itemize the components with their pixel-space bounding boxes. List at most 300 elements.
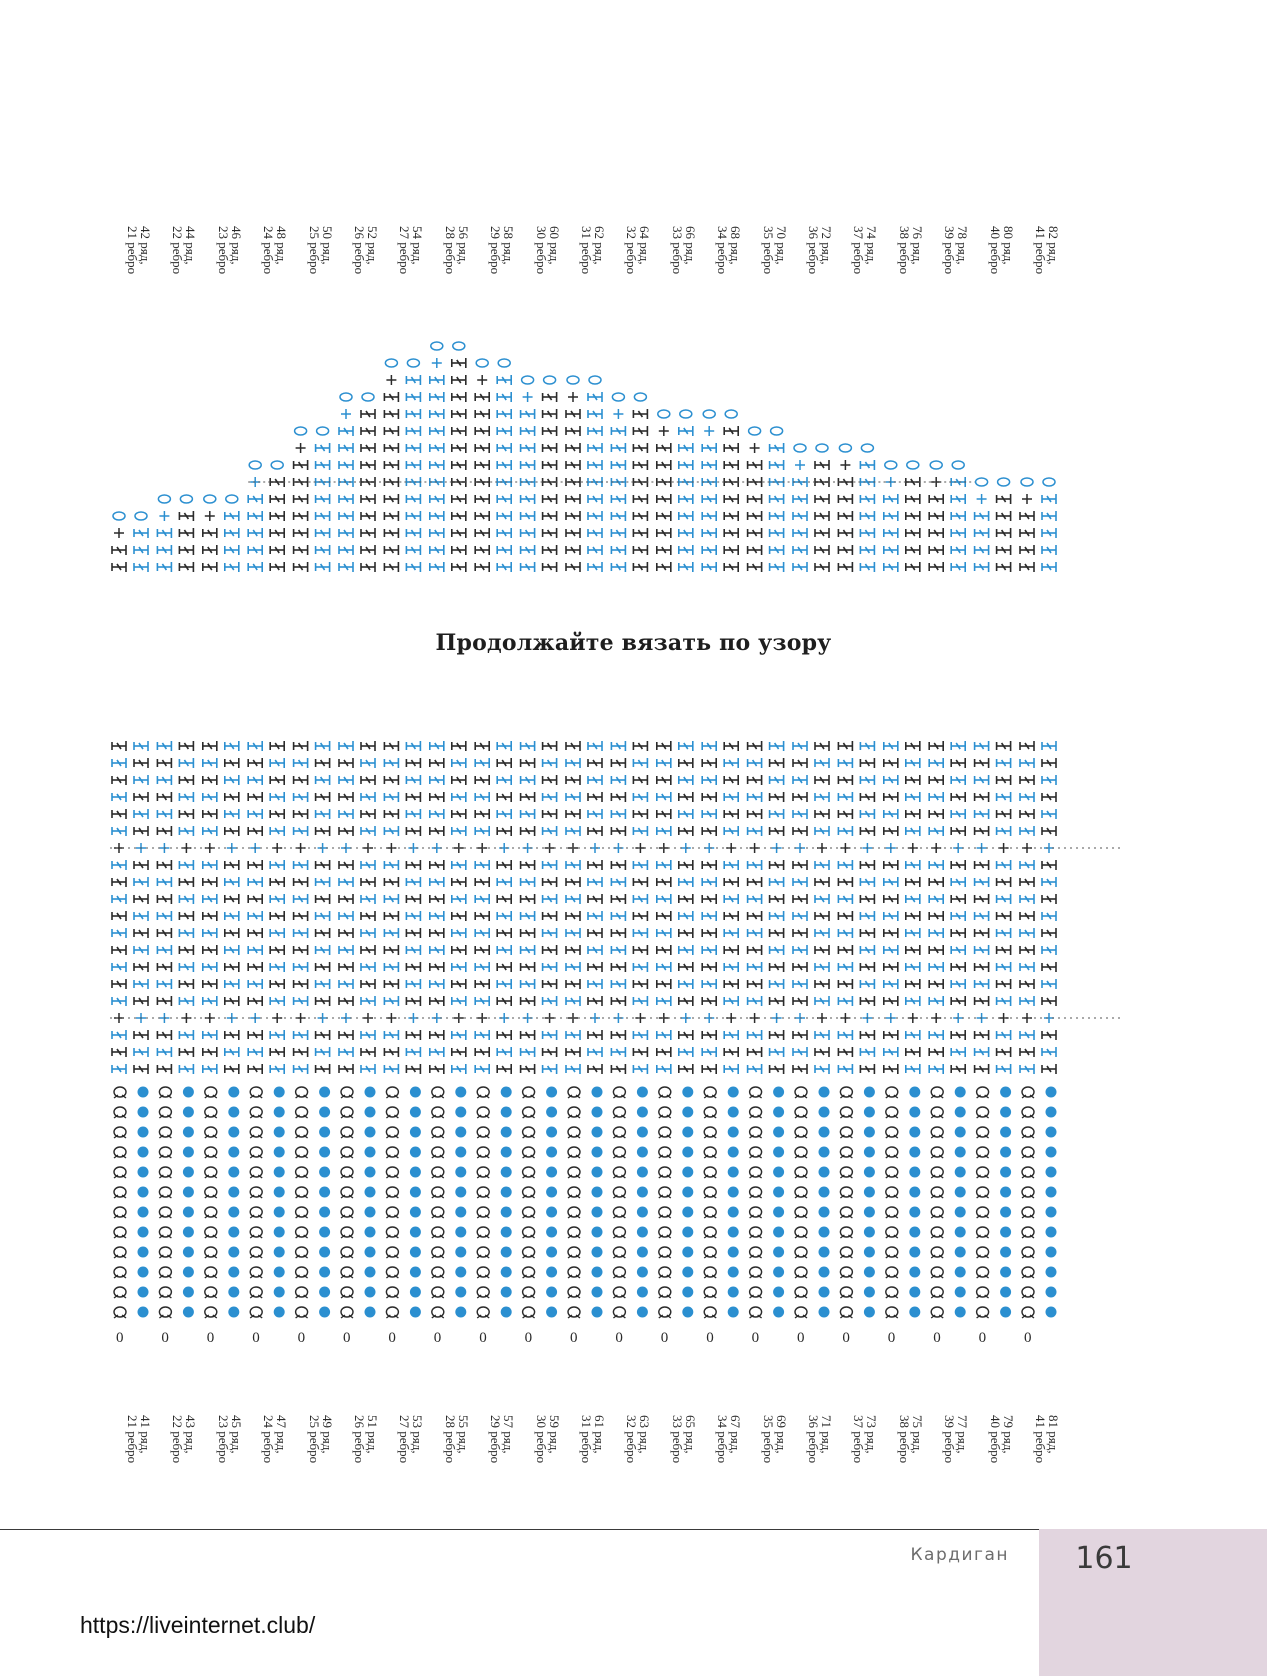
rib-number: 33 ребро (669, 1415, 685, 1464)
stitch-symbol (294, 792, 308, 802)
stitch-symbol (997, 1047, 1011, 1057)
stitch-symbol (975, 511, 989, 521)
stitch-symbol (929, 775, 943, 785)
loop-symbol (613, 1167, 625, 1178)
loop-symbol (341, 1107, 353, 1118)
bead-dot (183, 1167, 194, 1178)
stitch-symbol (270, 945, 284, 955)
bead-dot (546, 1307, 557, 1318)
stitch-symbol (157, 894, 171, 904)
bead-dot (365, 1227, 376, 1238)
stitch-symbol (748, 979, 762, 989)
stitch-symbol (793, 562, 807, 572)
bead-dot (410, 1167, 421, 1178)
stitch-symbol (475, 792, 489, 802)
rib-number: 26 ребро (352, 226, 367, 275)
stitch-symbol (748, 494, 762, 504)
stitch-symbol (203, 1064, 217, 1074)
stitch-symbol (203, 775, 217, 785)
single-crochet-symbol (704, 426, 714, 436)
bead-dot (274, 1107, 285, 1118)
stitch-symbol (475, 758, 489, 768)
loop-symbol (931, 1287, 943, 1298)
stitch-symbol (815, 775, 829, 785)
stitch-symbol (838, 945, 852, 955)
stitch-symbol (521, 494, 535, 504)
loop-symbol (523, 1287, 535, 1298)
stitch-symbol (521, 945, 535, 955)
stitch-symbol (860, 1064, 874, 1074)
stitch-symbol (179, 979, 193, 989)
stitch-symbol (724, 996, 738, 1006)
stitch-symbol (566, 562, 580, 572)
loop-symbol (250, 1147, 262, 1158)
stitch-symbol (452, 809, 466, 819)
single-crochet-symbol (953, 1013, 963, 1023)
bead-dot (637, 1087, 648, 1098)
stitch-symbol (316, 962, 330, 972)
stitch-symbol (679, 1064, 693, 1074)
stitch-symbol (316, 460, 330, 470)
stitch-symbol (1042, 877, 1056, 887)
stitch-symbol (475, 996, 489, 1006)
stitch-symbol (770, 460, 784, 470)
stitch-symbol (406, 928, 420, 938)
loop-symbol (432, 1187, 444, 1198)
chain-symbol (725, 410, 737, 418)
bead-dot (410, 1087, 421, 1098)
stitch-symbol (316, 1064, 330, 1074)
bead-dot (1046, 1307, 1057, 1318)
stitch-symbol (611, 1030, 625, 1040)
stitch-symbol (316, 860, 330, 870)
bead-dot (955, 1107, 966, 1118)
stitch-symbol (929, 1047, 943, 1057)
row-number: 66 ряд, (682, 226, 698, 265)
stitch-symbol (225, 511, 239, 521)
stitch-symbol (884, 545, 898, 555)
bead-dot (138, 1207, 149, 1218)
single-crochet-symbol (999, 843, 1009, 853)
loop-symbol (886, 1087, 898, 1098)
stitch-symbol (657, 1030, 671, 1040)
chain-symbol (680, 410, 692, 418)
stitch-symbol (884, 741, 898, 751)
stitch-symbol (179, 877, 193, 887)
bead-dot (819, 1267, 830, 1278)
bead-dot (682, 1167, 693, 1178)
loop-symbol (114, 1187, 126, 1198)
stitch-symbol (724, 775, 738, 785)
bead-dot (501, 1227, 512, 1238)
bead-dot (728, 1167, 739, 1178)
bead-dot (319, 1167, 330, 1178)
stitch-symbol (770, 511, 784, 521)
loop-symbol (1022, 1147, 1034, 1158)
stitch-symbol (294, 528, 308, 538)
stitch-symbol (679, 562, 693, 572)
stitch-symbol (951, 809, 965, 819)
bead-dot (1046, 1167, 1057, 1178)
bead-dot (909, 1267, 920, 1278)
stitch-symbol (361, 945, 375, 955)
bead-dot (274, 1307, 285, 1318)
stitch-symbol (361, 928, 375, 938)
single-crochet-symbol (795, 460, 805, 470)
chain-symbol (998, 478, 1010, 486)
stitch-symbol (179, 775, 193, 785)
stitch-symbol (566, 528, 580, 538)
stitch-symbol (566, 979, 580, 989)
stitch-symbol (316, 877, 330, 887)
stitch-symbol (588, 826, 602, 836)
loop-symbol (795, 1207, 807, 1218)
stitch-symbol (611, 792, 625, 802)
bead-dot (682, 1187, 693, 1198)
stitch-symbol (294, 545, 308, 555)
stitch-symbol (657, 528, 671, 538)
loop-symbol (840, 1287, 852, 1298)
bead-dot (546, 1147, 557, 1158)
loop-symbol (205, 1247, 217, 1258)
stitch-symbol (361, 775, 375, 785)
loop-symbol (114, 1247, 126, 1258)
bead-dot (909, 1087, 920, 1098)
bead-dot (773, 1267, 784, 1278)
bead-dot (274, 1087, 285, 1098)
stitch-symbol (702, 1064, 716, 1074)
stitch-symbol (929, 894, 943, 904)
loop-symbol (386, 1227, 398, 1238)
loop-symbol (523, 1247, 535, 1258)
stitch-symbol (316, 826, 330, 836)
chain-symbol (544, 376, 556, 384)
bead-dot (637, 1127, 648, 1138)
bead-dot (319, 1187, 330, 1198)
stitch-symbol (860, 562, 874, 572)
stitch-symbol (361, 528, 375, 538)
stitch-symbol (248, 741, 262, 751)
stitch-symbol (975, 962, 989, 972)
bead-dot (410, 1227, 421, 1238)
stitch-symbol (384, 1030, 398, 1040)
stitch-symbol (452, 1030, 466, 1040)
stitch-symbol (724, 741, 738, 751)
stitch-symbol (452, 775, 466, 785)
stitch-symbol (679, 962, 693, 972)
bead-dot (455, 1227, 466, 1238)
loop-symbol (296, 1147, 308, 1158)
rib-number: 31 ребро (579, 226, 594, 275)
loop-symbol (886, 1287, 898, 1298)
stitch-symbol (521, 775, 535, 785)
stitch-symbol (452, 375, 466, 385)
stitch-symbol (112, 928, 126, 938)
stitch-symbol (406, 426, 420, 436)
source-url: https://liveinternet.club/ (80, 1612, 316, 1638)
stitch-symbol (543, 1030, 557, 1040)
stitch-symbol (566, 860, 580, 870)
stitch-symbol (566, 545, 580, 555)
stitch-symbol (339, 494, 353, 504)
stitch-symbol (679, 511, 693, 521)
stitch-symbol (406, 409, 420, 419)
loop-symbol (477, 1267, 489, 1278)
loop-symbol (977, 1147, 989, 1158)
row-number: 74 ряд, (864, 226, 880, 265)
stitch-symbol (475, 877, 489, 887)
rib-number: 30 ребро (533, 226, 549, 275)
bead-dot (455, 1107, 466, 1118)
stitch-symbol (543, 511, 557, 521)
bead-dot (773, 1227, 784, 1238)
stitch-symbol (406, 894, 420, 904)
stitch-symbol (316, 443, 330, 453)
stitch-symbol (179, 545, 193, 555)
stitch-symbol (929, 1064, 943, 1074)
stitch-symbol (134, 877, 148, 887)
stitch-symbol (860, 528, 874, 538)
bead-dot (592, 1227, 603, 1238)
stitch-symbol (566, 511, 580, 521)
stitch-symbol (770, 911, 784, 921)
loop-symbol (840, 1227, 852, 1238)
bead-dot (274, 1227, 285, 1238)
stitch-symbol (430, 792, 444, 802)
stitch-symbol (294, 758, 308, 768)
bead-dot (682, 1267, 693, 1278)
bead-dot (592, 1147, 603, 1158)
loop-symbol (432, 1287, 444, 1298)
loop-symbol (659, 1247, 671, 1258)
stitch-symbol (657, 877, 671, 887)
loop-symbol (477, 1087, 489, 1098)
stitch-symbol (225, 979, 239, 989)
bead-dot (319, 1207, 330, 1218)
stitch-symbol (906, 894, 920, 904)
stitch-symbol (339, 1064, 353, 1074)
loop-symbol (659, 1147, 671, 1158)
stitch-symbol (361, 911, 375, 921)
stitch-symbol (406, 945, 420, 955)
stitch-symbol (566, 1047, 580, 1057)
stitch-symbol (248, 562, 262, 572)
stitch-symbol (179, 758, 193, 768)
stitch-symbol (975, 826, 989, 836)
stitch-symbol (316, 928, 330, 938)
loop-symbol (114, 1127, 126, 1138)
loop-symbol (432, 1247, 444, 1258)
stitch-symbol (1042, 758, 1056, 768)
loop-symbol (114, 1227, 126, 1238)
stitch-symbol (770, 877, 784, 887)
stitch-symbol (975, 1030, 989, 1040)
stitch-symbol (406, 477, 420, 487)
loop-symbol (159, 1247, 171, 1258)
stitch-symbol (543, 928, 557, 938)
rib-number: 36 ребро (806, 226, 821, 275)
stitch-symbol (497, 792, 511, 802)
stitch-symbol (134, 741, 148, 751)
stitch-symbol (1042, 1064, 1056, 1074)
base-mark: 0 (206, 1330, 215, 1346)
bead-dot (501, 1107, 512, 1118)
rib-number: 39 ребро (942, 226, 958, 275)
stitch-symbol (633, 443, 647, 453)
bead-dot (728, 1287, 739, 1298)
stitch-symbol (633, 1030, 647, 1040)
stitch-symbol (588, 545, 602, 555)
loop-symbol (296, 1247, 308, 1258)
loop-symbol (931, 1167, 943, 1178)
stitch-symbol (793, 528, 807, 538)
stitch-symbol (270, 1047, 284, 1057)
stitch-symbol (361, 826, 375, 836)
stitch-symbol (134, 775, 148, 785)
stitch-symbol (452, 528, 466, 538)
stitch-symbol (497, 809, 511, 819)
stitch-symbol (838, 826, 852, 836)
bead-dot (728, 1267, 739, 1278)
stitch-symbol (521, 979, 535, 989)
loop-symbol (523, 1087, 535, 1098)
loop-symbol (795, 1107, 807, 1118)
stitch-symbol (611, 545, 625, 555)
loop-symbol (886, 1187, 898, 1198)
rib-number: 41 ребро (1033, 1415, 1048, 1464)
stitch-symbol (270, 894, 284, 904)
stitch-symbol (997, 775, 1011, 785)
stitch-symbol (997, 894, 1011, 904)
stitch-symbol (588, 443, 602, 453)
loop-symbol (886, 1107, 898, 1118)
stitch-symbol (611, 826, 625, 836)
loop-symbol (840, 1247, 852, 1258)
stitch-symbol (611, 860, 625, 870)
base-mark: 0 (797, 1330, 805, 1346)
stitch-symbol (339, 928, 353, 938)
loop-symbol (341, 1187, 353, 1198)
stitch-symbol (860, 809, 874, 819)
stitch-symbol (270, 545, 284, 555)
stitch-symbol (316, 945, 330, 955)
loop-symbol (250, 1087, 262, 1098)
stitch-symbol (633, 562, 647, 572)
stitch-symbol (679, 860, 693, 870)
stitch-symbol (884, 562, 898, 572)
stitch-symbol (497, 928, 511, 938)
single-crochet-symbol (114, 528, 124, 538)
loop-symbol (613, 1187, 625, 1198)
rib-number: 21 ребро (125, 1415, 140, 1464)
row-number: 76 ряд, (909, 226, 925, 265)
bead-dot (819, 1087, 830, 1098)
continue-pattern-heading: Продолжайте вязать по узору (435, 630, 832, 656)
stitch-symbol (588, 775, 602, 785)
stitch-symbol (112, 792, 126, 802)
stitch-symbol (339, 562, 353, 572)
stitch-symbol (611, 494, 625, 504)
stitch-symbol (384, 562, 398, 572)
stitch-symbol (588, 945, 602, 955)
bead-dot (546, 1187, 557, 1198)
bead-dot (819, 1107, 830, 1118)
stitch-symbol (384, 741, 398, 751)
bead-dot (773, 1167, 784, 1178)
chain-symbol (658, 410, 670, 418)
loop-symbol (523, 1167, 535, 1178)
loop-symbol (296, 1187, 308, 1198)
stitch-symbol (724, 545, 738, 555)
stitch-symbol (475, 392, 489, 402)
stitch-symbol (1020, 1047, 1034, 1057)
stitch-symbol (225, 1030, 239, 1040)
bead-dot (864, 1167, 875, 1178)
stitch-symbol (929, 911, 943, 921)
bead-dot (546, 1167, 557, 1178)
stitch-symbol (566, 962, 580, 972)
stitch-symbol (1042, 775, 1056, 785)
stitch-symbol (588, 928, 602, 938)
bead-dot (955, 1287, 966, 1298)
stitch-symbol (679, 792, 693, 802)
stitch-symbol (361, 562, 375, 572)
bead-dot (955, 1167, 966, 1178)
stitch-symbol (633, 911, 647, 921)
stitch-symbol (815, 460, 829, 470)
bead-dot (637, 1227, 648, 1238)
stitch-symbol (248, 511, 262, 521)
stitch-symbol (112, 1047, 126, 1057)
bead-dot (1046, 1207, 1057, 1218)
loop-symbol (931, 1127, 943, 1138)
base-mark: 0 (933, 1330, 941, 1346)
stitch-symbol (497, 477, 511, 487)
stitch-symbol (361, 860, 375, 870)
stitch-symbol (838, 962, 852, 972)
stitch-symbol (997, 979, 1011, 989)
stitch-symbol (316, 775, 330, 785)
rib-number: 24 ребро (261, 226, 277, 275)
bead-dot (1046, 1087, 1057, 1098)
bead-dot (183, 1207, 194, 1218)
stitch-symbol (543, 945, 557, 955)
stitch-symbol (543, 1047, 557, 1057)
stitch-symbol (316, 477, 330, 487)
page-number: 161 (1075, 1541, 1133, 1576)
stitch-symbol (951, 826, 965, 836)
stitch-symbol (702, 545, 716, 555)
stitch-symbol (225, 545, 239, 555)
row-number: 71 ряд, (819, 1415, 834, 1454)
loop-symbol (704, 1207, 716, 1218)
stitch-symbol (179, 792, 193, 802)
loop-symbol (341, 1207, 353, 1218)
stitch-symbol (838, 894, 852, 904)
stitch-symbol (521, 1047, 535, 1057)
bead-dot (365, 1287, 376, 1298)
bead-dot (637, 1307, 648, 1318)
stitch-symbol (430, 460, 444, 470)
stitch-symbol (929, 545, 943, 555)
stitch-symbol (475, 426, 489, 436)
loop-symbol (341, 1247, 353, 1258)
stitch-symbol (633, 826, 647, 836)
stitch-symbol (497, 460, 511, 470)
loop-symbol (432, 1167, 444, 1178)
bead-dot (138, 1087, 149, 1098)
stitch-symbol (134, 860, 148, 870)
